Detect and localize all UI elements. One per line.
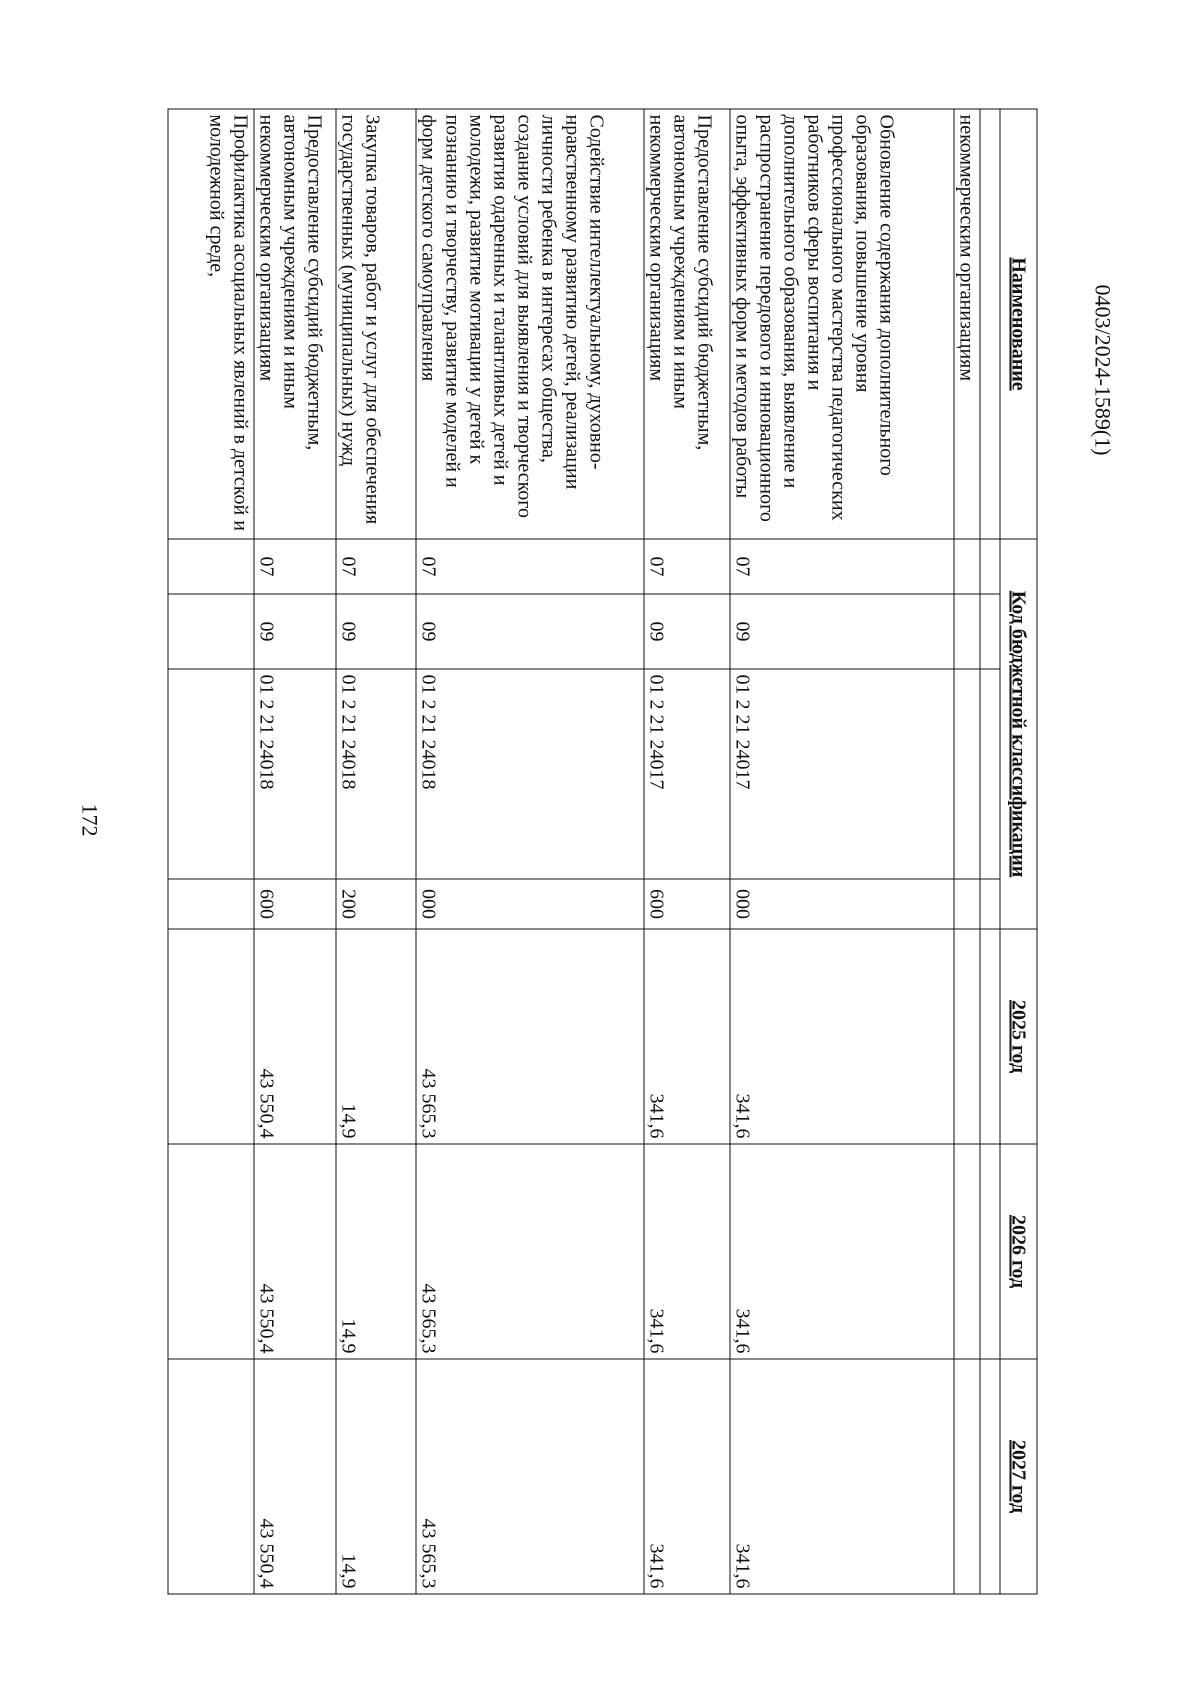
header-name: Наименование — [1000, 109, 1037, 539]
row-2026 — [168, 1144, 254, 1359]
header-2027: 2027 год — [1000, 1359, 1037, 1594]
row-name: Предоставление субсидий бюджетным, автономным учреждениям и иным некоммерческим организациям — [644, 109, 730, 539]
budget-table — [168, 109, 1038, 1595]
header-2025: 2025 год — [1000, 929, 1037, 1144]
row-expense-type — [168, 879, 254, 929]
row-2025: 341,6 — [644, 929, 730, 1144]
row-name: некоммерческим организациям — [954, 109, 980, 539]
row-2025: 341,6 — [730, 929, 954, 1144]
row-name: Содействие интеллектуальному, духовно-нравственному развитию детей, реализации личности ребенка в интересах общества, создание условий для выявления и творческого развития одаренных и талантливых детей и молодежи, развитие мотивации у детей к познанию и творчеству, развитие моделей и форм детского самоуправления — [416, 109, 644, 539]
index-cell — [980, 109, 1000, 539]
row-name: Предоставление субсидий бюджетным, автономным учреждениям и иным некоммерческим организациям — [254, 109, 336, 539]
row-target-article: 01 2 21 24018 — [416, 669, 644, 879]
row-subsection — [168, 594, 254, 669]
row-2026: 43 550,4 — [254, 1144, 336, 1359]
index-cell — [980, 539, 1000, 594]
page-number — [70, 795, 108, 845]
row-2026: 341,6 — [730, 1144, 954, 1359]
row-2027: 341,6 — [644, 1359, 730, 1594]
row-2027: 43 550,4 — [254, 1359, 336, 1594]
row-name: Обновление содержания дополнительного образования, повышение уровня профессионального мастерства педагогических работников сферы воспитания и дополнительного образования, выявление и распространение передового и инновационного опыта, эффективных форм и методов работы — [730, 109, 954, 539]
row-name: Профилактика асоциальных явлений в детской и молодежной среде, — [168, 109, 254, 539]
table-row — [168, 109, 254, 1594]
row-expense-type: 600 — [254, 879, 336, 929]
row-2026: 14,9 — [336, 1144, 416, 1359]
page-number-text: 172 — [77, 803, 102, 837]
row-target-article — [168, 669, 254, 879]
row-target-article: 01 2 21 24018 — [254, 669, 336, 879]
table-row — [416, 109, 644, 1594]
index-cell — [980, 929, 1000, 1144]
table-row — [644, 109, 730, 1594]
row-2027 — [954, 1359, 980, 1594]
budget-table-wrapper — [168, 109, 1038, 1594]
table-header-row — [1000, 109, 1037, 1594]
row-subsection: 09 — [730, 594, 954, 669]
row-section: 07 — [730, 539, 954, 594]
row-2027: 341,6 — [730, 1359, 954, 1594]
row-subsection: 09 — [254, 594, 336, 669]
table-row — [954, 109, 980, 1594]
table-row — [254, 109, 336, 1594]
table-row — [336, 109, 416, 1594]
row-2025: 14,9 — [336, 929, 416, 1144]
document-code — [1083, 120, 1123, 620]
row-2026: 43 565,3 — [416, 1144, 644, 1359]
row-target-article: 01 2 21 24017 — [644, 669, 730, 879]
row-subsection — [954, 594, 980, 669]
row-target-article — [954, 669, 980, 879]
header-2026: 2026 год — [1000, 1144, 1037, 1359]
row-2027 — [168, 1359, 254, 1594]
row-subsection: 09 — [336, 594, 416, 669]
header-budget-code: Код бюджетной классификации — [1000, 539, 1037, 929]
row-target-article: 01 2 21 24017 — [730, 669, 954, 879]
row-subsection: 09 — [416, 594, 644, 669]
row-expense-type: 000 — [730, 879, 954, 929]
row-2025 — [168, 929, 254, 1144]
document-code-text: 0403/2024-1589(1) — [1091, 284, 1116, 456]
row-2027: 14,9 — [336, 1359, 416, 1594]
row-expense-type — [954, 879, 980, 929]
table-row — [730, 109, 954, 1594]
row-name: Закупка товаров, работ и услуг для обеспечения государственных (муниципальных) нужд — [336, 109, 416, 539]
index-cell — [980, 1144, 1000, 1359]
index-cell — [980, 669, 1000, 879]
row-expense-type: 200 — [336, 879, 416, 929]
row-subsection: 09 — [644, 594, 730, 669]
index-cell — [980, 1359, 1000, 1594]
row-expense-type: 000 — [416, 879, 644, 929]
table-index-row — [980, 109, 1000, 1594]
row-target-article: 01 2 21 24018 — [336, 669, 416, 879]
row-section — [954, 539, 980, 594]
index-cell — [980, 879, 1000, 929]
row-2025 — [954, 929, 980, 1144]
row-2026: 341,6 — [644, 1144, 730, 1359]
row-section: 07 — [416, 539, 644, 594]
index-cell — [980, 594, 1000, 669]
row-section: 07 — [644, 539, 730, 594]
row-section — [168, 539, 254, 594]
row-2026 — [954, 1144, 980, 1359]
row-2025: 43 550,4 — [254, 929, 336, 1144]
row-expense-type: 600 — [644, 879, 730, 929]
row-section: 07 — [254, 539, 336, 594]
row-section: 07 — [336, 539, 416, 594]
row-2025: 43 565,3 — [416, 929, 644, 1144]
row-2027: 43 565,3 — [416, 1359, 644, 1594]
